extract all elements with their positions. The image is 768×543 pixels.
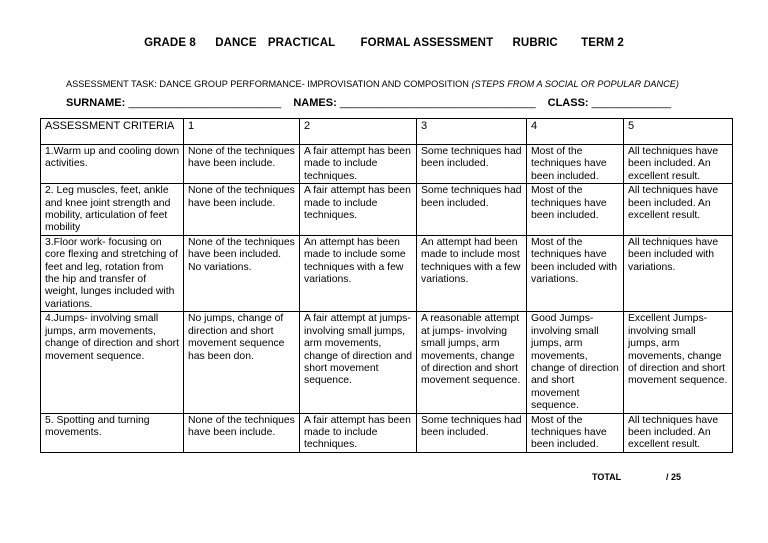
table-row [41, 235, 733, 311]
surname-label: SURNAME: [66, 97, 126, 109]
rubric-label: RUBRIC [512, 37, 558, 49]
table-row [41, 413, 733, 452]
header-criteria: ASSESSMENT CRITERIA [41, 119, 184, 145]
type-label: PRACTICAL [267, 37, 336, 49]
header-level-5: 5 [624, 119, 733, 145]
header-level-2: 2 [300, 119, 417, 145]
surname-field[interactable]: _________________________ [128, 97, 282, 109]
table-cell: None of the techniques have been include. [184, 413, 300, 452]
table-cell: Most of the techniques have been included with variations. [527, 235, 624, 311]
table-cell: All techniques have been included. An excellent result. [624, 184, 733, 236]
table-cell: None of the techniques have been include. [184, 184, 300, 236]
table-cell: An attempt has been made to include some techniques with a few variations. [300, 235, 417, 311]
criteria-cell: 3.Floor work- focusing on core flexing and stretching of feet and leg, rotation from the hip and transfer of weight, lunges included with variations. [41, 235, 184, 311]
total-label: TOTAL [592, 472, 622, 482]
subject-label: DANCE [215, 37, 257, 49]
grade-label: GRADE 8 [144, 37, 196, 49]
task-note: (STEPS FROM A SOCIAL OR POPULAR DANCE) [471, 79, 679, 89]
header-level-1: 1 [184, 119, 300, 145]
header-level-4: 4 [527, 119, 624, 145]
header-level-3: 3 [417, 119, 527, 145]
criteria-cell: 4.Jumps- involving small jumps, arm movements, change of direction and short movement sequence. [41, 312, 184, 413]
table-row [41, 312, 733, 413]
table-cell: All techniques have been included. An excellent result. [624, 413, 733, 452]
rubric-table [40, 118, 733, 453]
table-header-row [41, 119, 733, 145]
assessment-label: FORMAL ASSESSMENT [360, 37, 494, 49]
table-cell: None of the techniques have been included. No variations. [184, 235, 300, 311]
table-cell: All techniques have been included. An excellent result. [624, 145, 733, 184]
table-cell: A fair attempt has been made to include techniques. [300, 184, 417, 236]
table-cell: A fair attempt has been made to include techniques. [300, 413, 417, 452]
table-cell: Most of the techniques have been included. [527, 413, 624, 452]
table-cell: Excellent Jumps- involving small jumps, arm movements, change of direction and short movement sequence. [624, 312, 733, 413]
class-field[interactable]: _____________ [591, 97, 672, 109]
total-score: / 25 [666, 472, 682, 482]
table-cell: Some techniques had been included. [417, 184, 527, 236]
student-fields [66, 97, 671, 109]
table-cell: None of the techniques have been include. [184, 145, 300, 184]
task-label: ASSESSMENT TASK: DANCE GROUP PERFORMANCE- IMPROVISATION AND COMPOSITION [66, 79, 472, 89]
criteria-cell: 5. Spotting and turning movements. [41, 413, 184, 452]
document-title [0, 37, 768, 49]
table-cell: A fair attempt at jumps- involving small jumps, arm movements, change of direction and short movement sequence. [300, 312, 417, 413]
names-field[interactable]: ________________________________ [339, 97, 536, 109]
table-cell: An attempt had been made to include most techniques with a few variations. [417, 235, 527, 311]
criteria-cell: 1.Warm up and cooling down activities. [41, 145, 184, 184]
table-cell: Most of the techniques have been included. [527, 145, 624, 184]
table-row [41, 145, 733, 184]
criteria-cell: 2. Leg muscles, feet, ankle and knee joint strength and mobility, articulation of feet mobility [41, 184, 184, 236]
table-row [41, 184, 733, 236]
table-cell: No jumps, change of direction and short movement sequence has been don. [184, 312, 300, 413]
class-label: CLASS: [547, 97, 589, 109]
table-cell: Some techniques had been included. [417, 145, 527, 184]
table-cell: All techniques have been included with variations. [624, 235, 733, 311]
table-cell: Good Jumps- involving small jumps, arm movements, change of direction and short movement sequence. [527, 312, 624, 413]
assessment-task [66, 79, 679, 89]
table-cell: A reasonable attempt at jumps- involving small jumps, arm movements, change of direction and short movement sequence. [417, 312, 527, 413]
table-cell: A fair attempt has been made to include techniques. [300, 145, 417, 184]
names-label: NAMES: [293, 97, 337, 109]
table-cell: Some techniques had been included. [417, 413, 527, 452]
term-label: TERM 2 [581, 37, 624, 49]
table-cell: Most of the techniques have been included. [527, 184, 624, 236]
